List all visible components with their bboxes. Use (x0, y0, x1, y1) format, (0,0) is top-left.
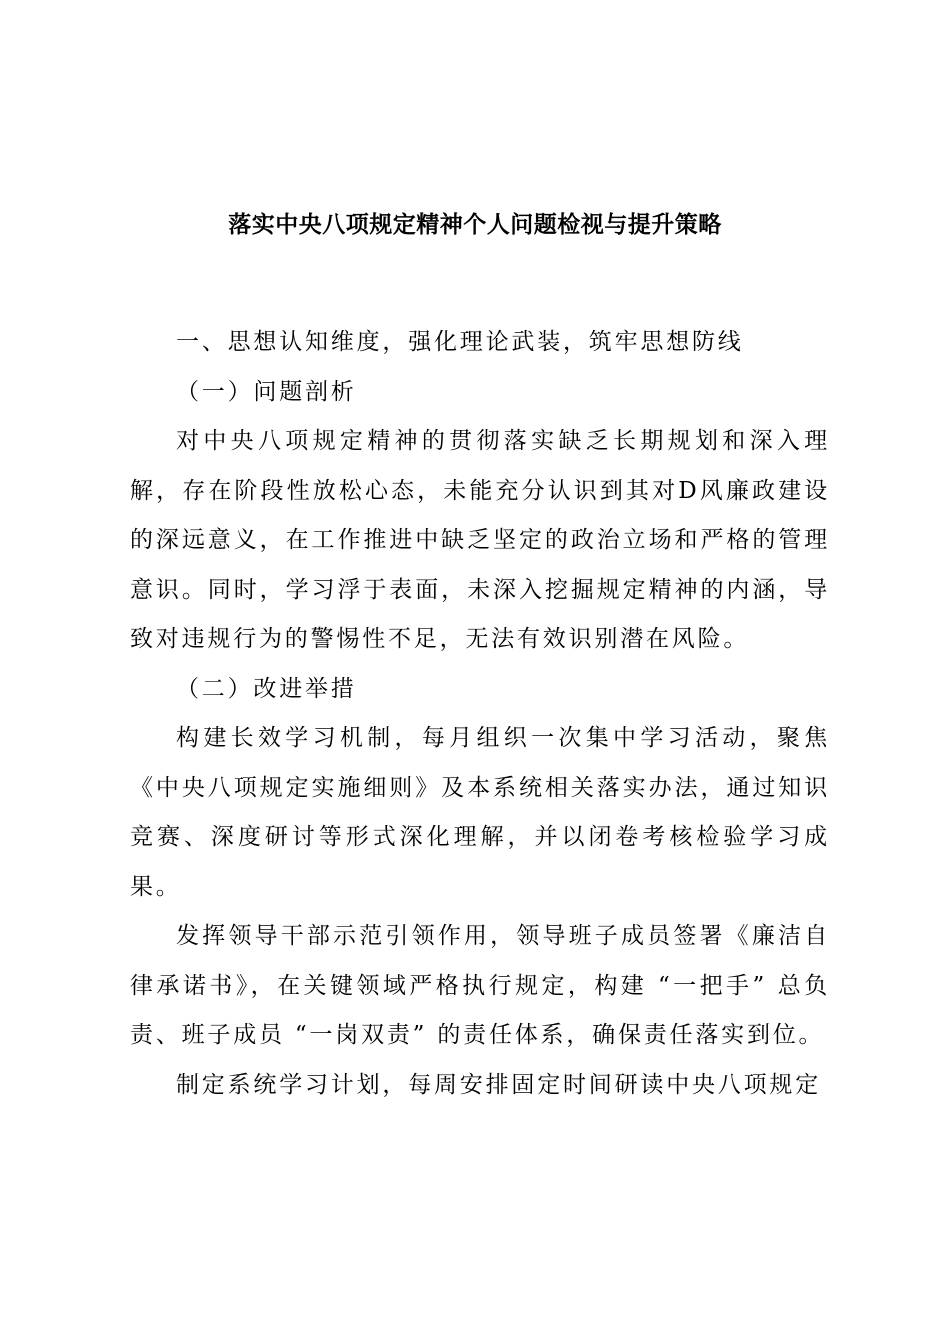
body-paragraph: 对中央八项规定精神的贯彻落实缺乏长期规划和深入理解，存在阶段性放松心态，未能充分认识到其对D风廉政建设的深远意义，在工作推进中缺乏坚定的政治立场和严格的管理意识。同时，学习浮于表面，未深入挖掘规定精神的内涵，导致对违规行为的警惕性不足，无法有效识别潜在风险。 (130, 428, 830, 652)
subsection-heading-problem: （一）问题剖析 (176, 378, 357, 405)
document-title: 落实中央八项规定精神个人问题检视与提升策略 (228, 211, 722, 238)
body-paragraph: 制定系统学习计划，每周安排固定时间研读中央八项规定 (176, 1071, 821, 1098)
body-paragraph: 构建长效学习机制，每月组织一次集中学习活动，聚焦《中央八项规定实施细则》及本系统相关落实办法，通过知识竞赛、深度研讨等形式深化理解，并以闭卷考核检验学习成果。 (130, 725, 830, 900)
document-body (130, 318, 830, 1110)
body-paragraph: 发挥领导干部示范引领作用，领导班子成员签署《廉洁自律承诺书》，在关键领域严格执行规定，构建 “一把手” 总负责、班子成员 “一岗双责” 的责任体系，确保责任落实到位。 (130, 923, 830, 1048)
subsection-heading-measures: （二）改进举措 (176, 675, 357, 702)
section-heading: 一、思想认知维度，强化理论武装，筑牢思想防线 (176, 329, 744, 355)
